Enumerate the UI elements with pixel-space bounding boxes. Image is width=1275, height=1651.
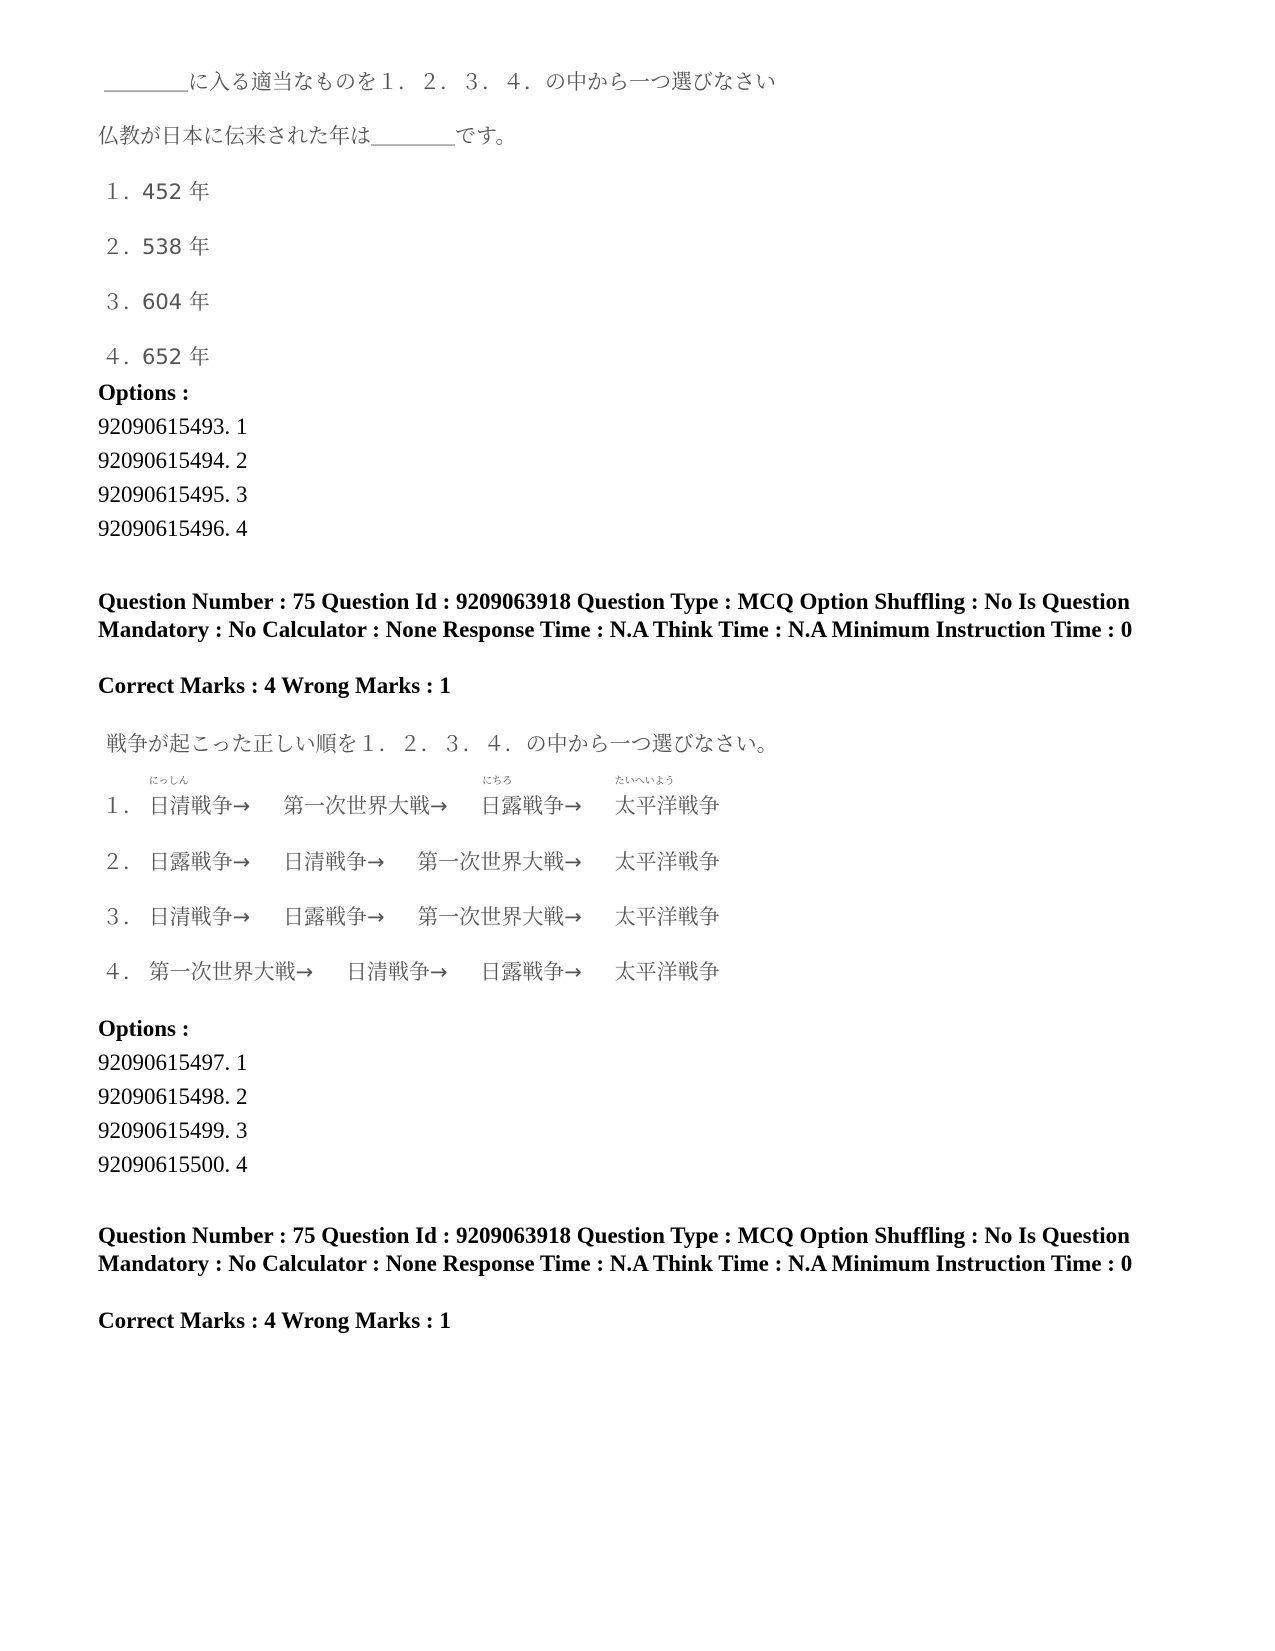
- sequence-item: 日清戦争→: [282, 850, 385, 874]
- sequence-item: 第一次世界大戦→: [417, 850, 582, 874]
- q75-choice-4: [102, 956, 746, 986]
- sequence-item: 太平洋戦争: [614, 960, 720, 984]
- q74-question-text: 仏教が日本に伝来された年は＿＿＿＿です。: [98, 124, 517, 148]
- sequence-item: 日露戦争→: [148, 850, 251, 874]
- sequence-item: 第一次世界大戦→: [417, 905, 582, 929]
- q75-metadata: Question Number : 75 Question Id : 9209063918 Question Type : MCQ Option Shuffling : No Is Question Mandatory : No Calculator : None Response Time : N.A Think Time : N.A Minimum Instruction Time : 0: [98, 589, 1133, 642]
- furigana: にっしん: [148, 776, 189, 787]
- option-line: 92090615493. 1: [98, 414, 248, 439]
- option-line: 92090615497. 1: [98, 1050, 248, 1075]
- choice-text: 452 年: [142, 180, 210, 204]
- option-line: 92090615496. 4: [98, 516, 248, 541]
- choice-number: ４．: [102, 345, 144, 369]
- sequence-item: にちろ 日露戦争→: [480, 790, 582, 820]
- choice-number: ３．: [102, 905, 144, 929]
- sequence-item: 日清戦争→: [345, 960, 448, 984]
- q74-options: [98, 380, 248, 546]
- sequence-item: 第一次世界大戦→: [282, 794, 448, 818]
- sequence-item: にっしん 日清戦争→: [149, 790, 251, 820]
- q75-marks: Correct Marks : 4 Wrong Marks : 1: [98, 673, 451, 698]
- choice-text: 652 年: [142, 345, 210, 369]
- sequence-item: 太平洋戦争: [614, 850, 720, 874]
- sequence-item: 日露戦争→: [282, 905, 385, 929]
- choice-number: ４．: [102, 960, 144, 984]
- q75-choice-2: [102, 846, 746, 876]
- option-line: 92090615500. 4: [98, 1152, 248, 1177]
- sequence-item: 日露戦争→: [480, 960, 582, 984]
- choice-text: 604 年: [142, 290, 210, 314]
- option-line: 92090615495. 3: [98, 482, 248, 507]
- q74-choice-3: [102, 286, 210, 316]
- q74-choice-1: [102, 176, 210, 206]
- option-line: 92090615499. 3: [98, 1118, 248, 1143]
- q74-instruction: ＿＿＿＿に入る適当なものを１．２．３．４．の中から一つ選びなさい: [104, 70, 776, 94]
- option-line: 92090615498. 2: [98, 1084, 248, 1109]
- choice-number: １．: [102, 180, 144, 204]
- choice-number: ３．: [102, 290, 144, 314]
- q76-metadata: Question Number : 75 Question Id : 9209063918 Question Type : MCQ Option Shuffling : No Is Question Mandatory : No Calculator : None Response Time : N.A Think Time : N.A Minimum Instruction Time : 0: [98, 1223, 1133, 1276]
- options-heading: Options :: [98, 380, 190, 405]
- furigana: にちろ: [482, 776, 513, 787]
- q74-choice-2: [102, 231, 210, 261]
- sequence-item: 太平洋戦争: [614, 905, 720, 929]
- option-line: 92090615494. 2: [98, 448, 248, 473]
- furigana: たいへいよう: [614, 776, 675, 787]
- sequence-item: 日清戦争→: [148, 905, 251, 929]
- q74-choice-4: [102, 341, 210, 371]
- q75-options: [98, 1016, 248, 1182]
- q75-instruction: 戦争が起こった正しい順を１．２．３．４．の中から一つ選びなさい。: [106, 732, 778, 756]
- choice-number: １．: [102, 794, 144, 818]
- choice-text: 538 年: [142, 235, 210, 259]
- sequence-item: たいへいよう 太平洋戦争: [615, 790, 720, 820]
- options-heading: Options :: [98, 1016, 190, 1041]
- sequence-item: 第一次世界大戦→: [148, 960, 314, 984]
- q75-choice-1: [102, 776, 746, 820]
- choice-number: ２．: [102, 235, 144, 259]
- choice-number: ２．: [102, 850, 144, 874]
- q75-choice-3: [102, 901, 746, 931]
- q76-marks: Correct Marks : 4 Wrong Marks : 1: [98, 1308, 451, 1333]
